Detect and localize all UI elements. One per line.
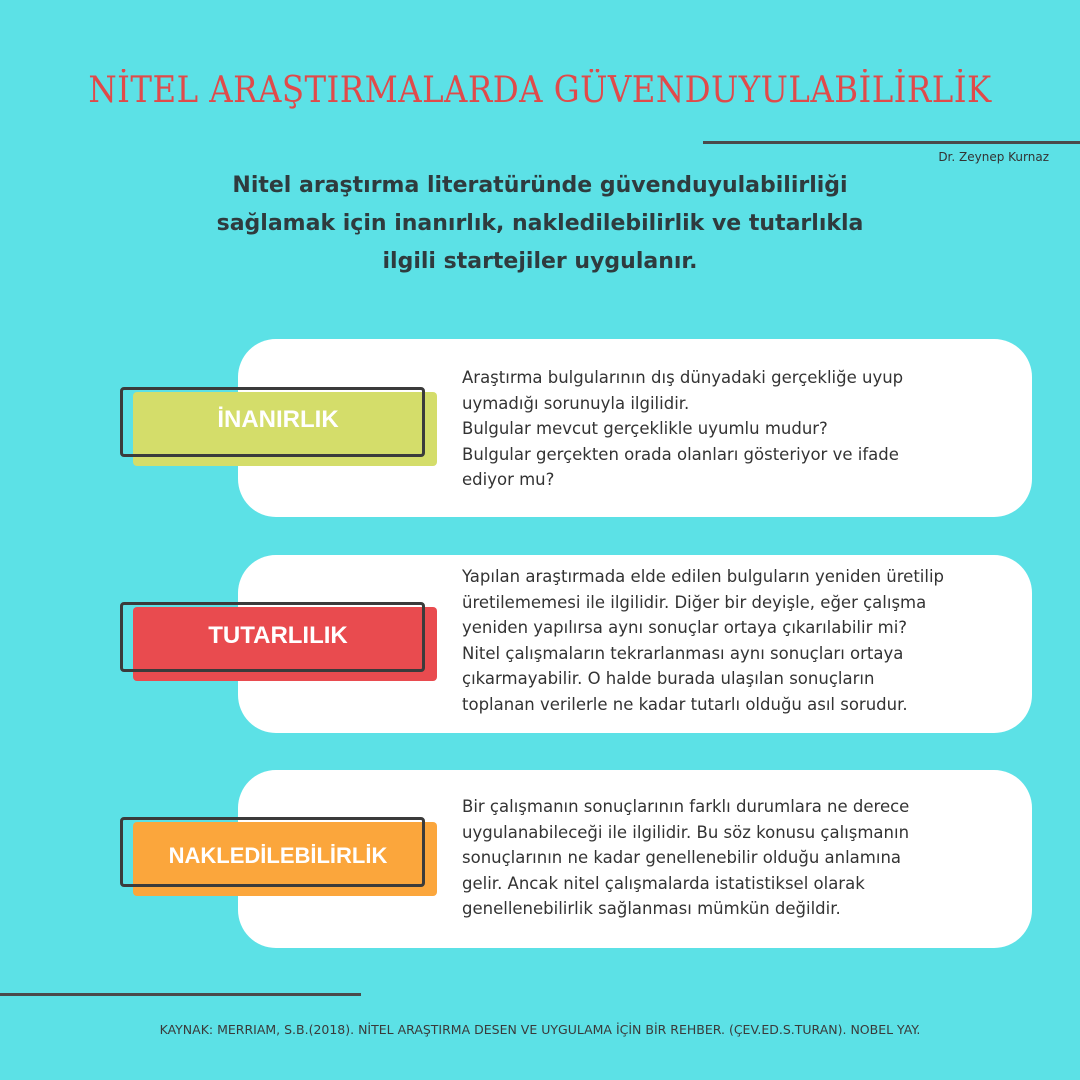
- card-text-tutarlilik: [462, 564, 1032, 717]
- card-line: Araştırma bulgularının dış dünyadaki gerçekliğe uyup: [462, 368, 904, 387]
- card-line: Nitel çalışmaların tekrarlanması aynı sonuçları ortaya: [462, 643, 904, 663]
- card-line: Bulgular gerçekten orada olanları gösteriyor ve ifade: [462, 444, 899, 464]
- intro-line: ilgili startejiler uygulanır.: [382, 249, 698, 274]
- card-text-inanirlik: [462, 365, 1032, 493]
- intro-line: sağlamak için inanırlık, nakledilebilirlik ve tutarlıkla: [216, 211, 864, 236]
- card-line: Bir çalışmanın sonuçlarının farklı durumlara ne derece: [462, 797, 910, 816]
- intro-text: [160, 167, 920, 281]
- card-line: sonuçlarının ne kadar genellenebilir olduğu anlamına: [462, 848, 902, 867]
- intro-line: Nitel araştırma literatüründe güvenduyulabilirliği: [232, 173, 848, 198]
- card-line: gelir. Ancak nitel çalışmalarda istatistiksel olarak: [462, 873, 865, 893]
- card-line: ediyor mu?: [462, 470, 555, 489]
- card-text-nakledilebilirlik: [462, 794, 1032, 922]
- author-name: Dr. Zeynep Kurnaz: [938, 150, 1049, 164]
- source-citation: KAYNAK: MERRIAM, S.B.(2018). NİTEL ARAŞTIRMA DESEN VE UYGULAMA İÇİN BİR REHBER. (ÇEV.ED.S.TURAN). NOBEL YAY.: [159, 1022, 921, 1037]
- card-line: Yapılan araştırmada elde edilen bulguların yeniden üretilip: [462, 567, 945, 586]
- card-line: Bulgular mevcut gerçeklikle uyumlu mudur?: [462, 419, 828, 438]
- label-inanirlik: İNANIRLIK: [217, 406, 339, 433]
- bottom-divider: [0, 993, 361, 996]
- card-line: uygulanabileceği ile ilgilidir. Bu söz konusu çalışmanın: [462, 822, 910, 842]
- label-nakledilebilirlik: NAKLEDİLEBİLİRLİK: [168, 843, 388, 868]
- card-line: uymadığı sorunuyla ilgilidir.: [462, 393, 690, 413]
- card-line: genellenebilirlik sağlanması mümkün değildir.: [462, 899, 841, 918]
- top-divider: [703, 141, 1080, 144]
- page-title: NİTEL ARAŞTIRMALARDA GÜVENDUYULABİLİRLİK: [88, 70, 992, 111]
- card-line: çıkarmayabilir. O halde burada ulaşılan sonuçların: [462, 669, 875, 688]
- card-line: üretilememesi ile ilgilidir. Diğer bir deyişle, eğer çalışma: [462, 592, 927, 612]
- card-line: yeniden yapılırsa aynı sonuçlar ortaya çıkarılabilir mi?: [462, 618, 908, 637]
- label-tutarlilik: TUTARLILIK: [208, 622, 348, 649]
- card-line: toplanan verilerle ne kadar tutarlı olduğu asıl sorudur.: [462, 694, 908, 714]
